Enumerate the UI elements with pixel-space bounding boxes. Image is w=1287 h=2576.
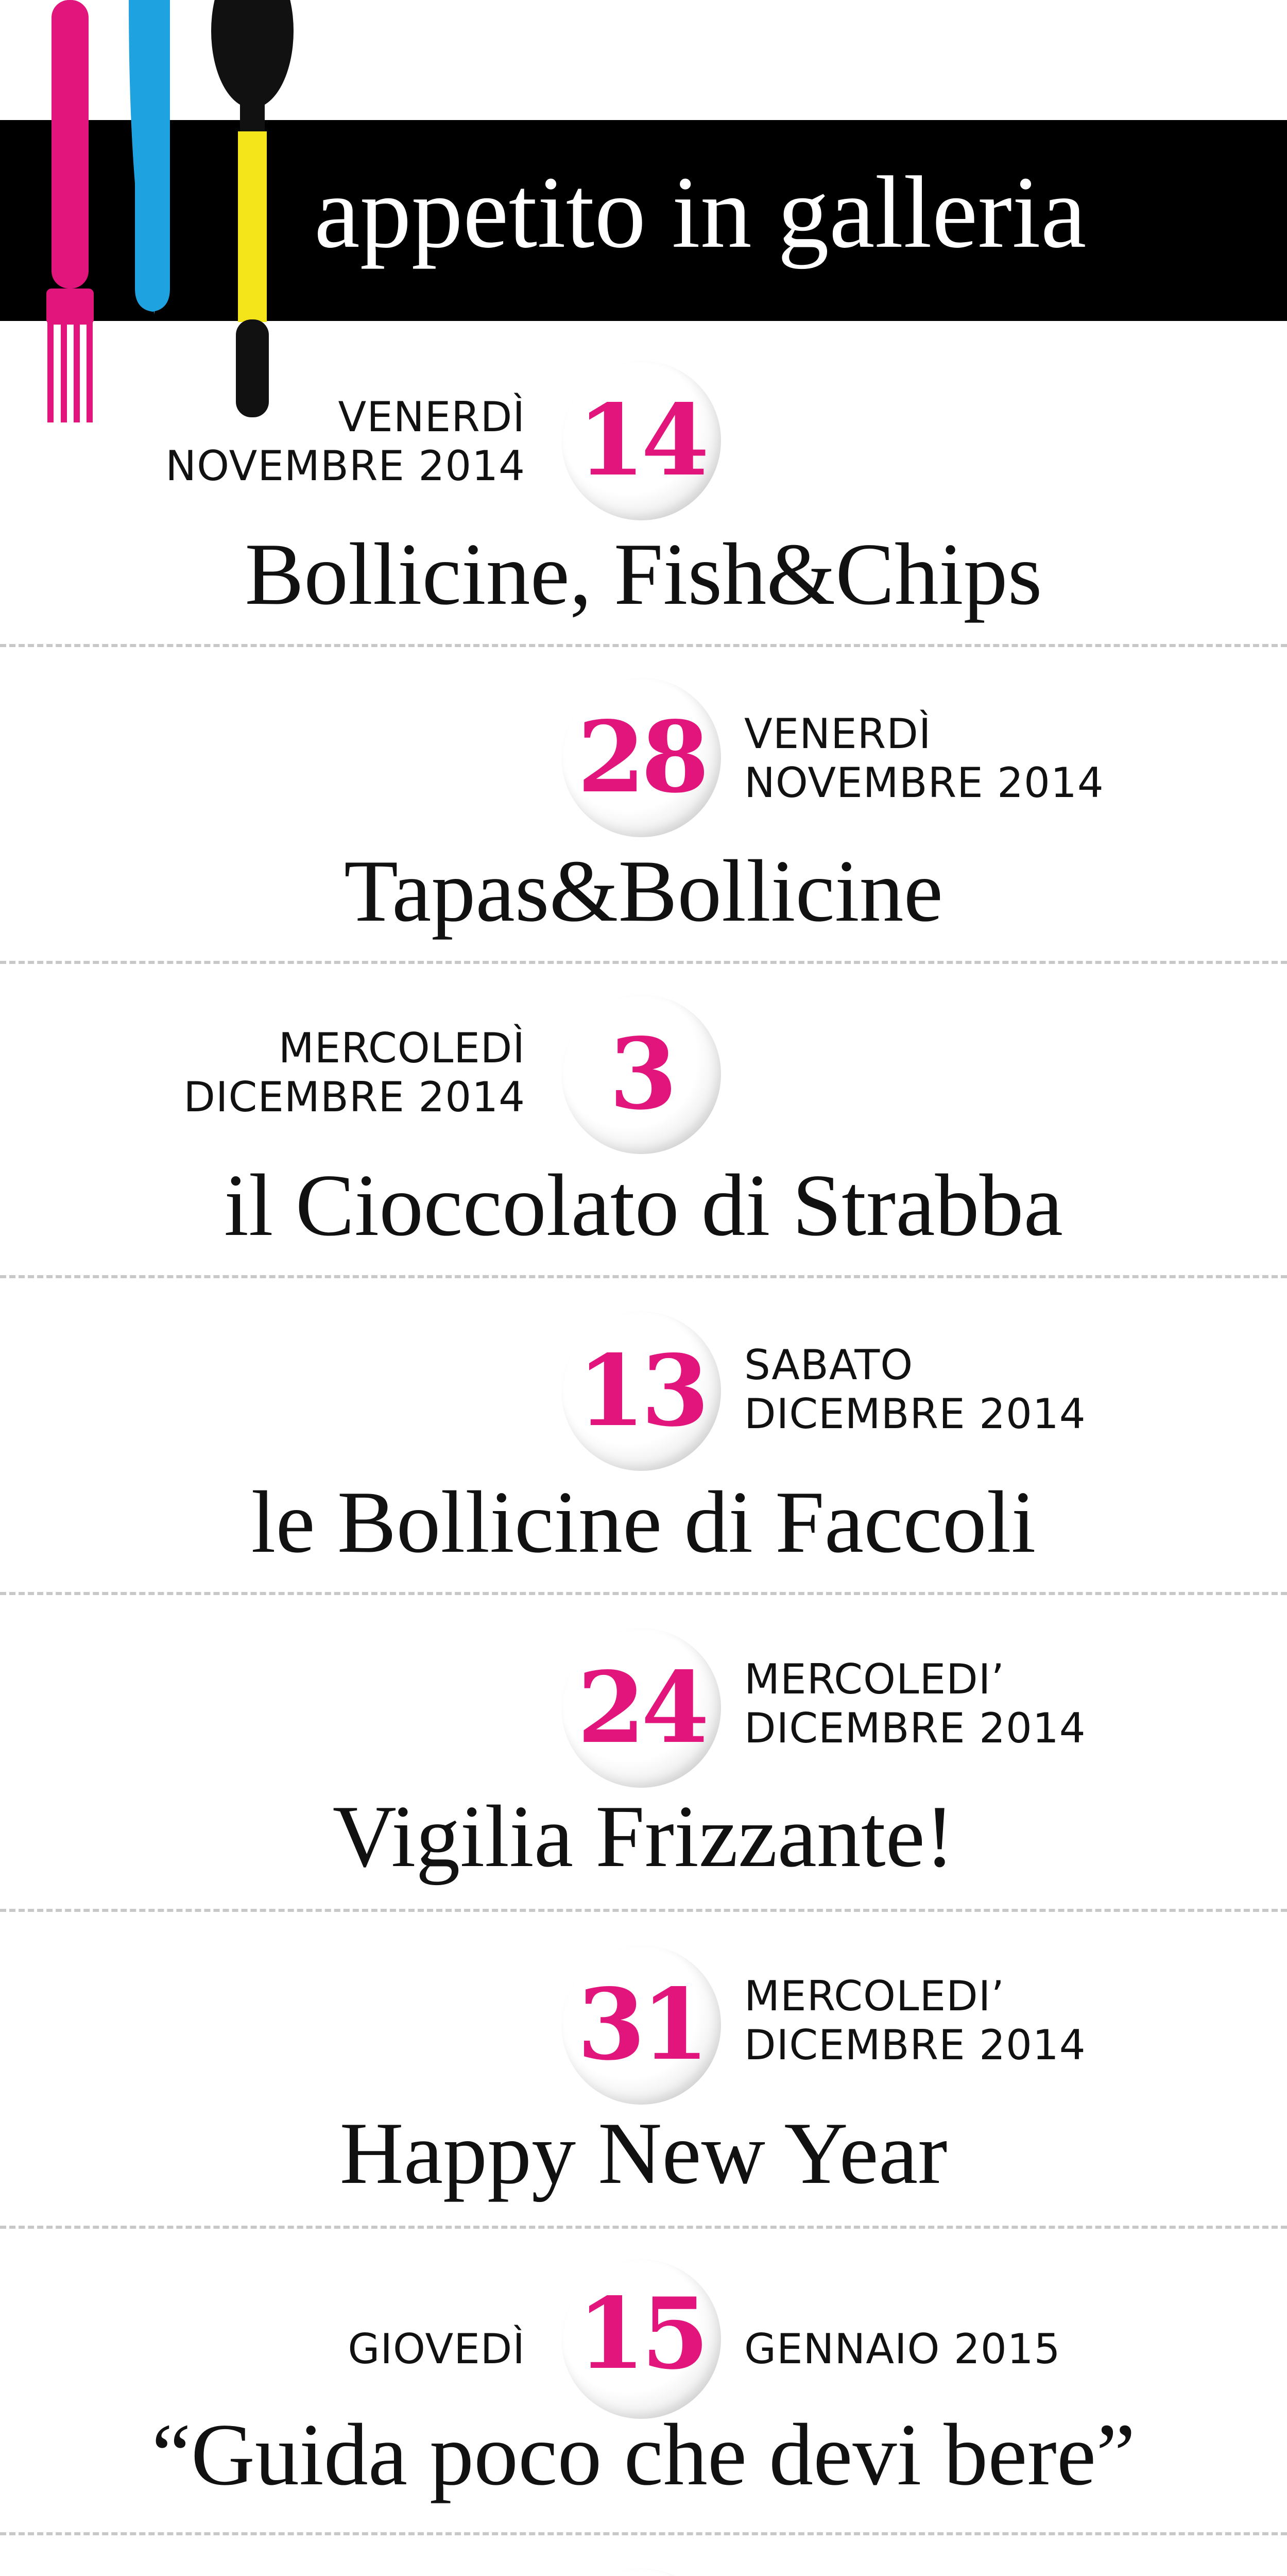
event-title: Vigilia Frizzante! [332,1788,955,1886]
spoon-icon [211,0,294,417]
event-month: GENNAIO 2015 [744,2325,1061,2373]
event-weekday: VENERDÌ [744,710,932,758]
event-title: Happy New Year [339,2105,948,2202]
event-month: DICEMBRE 2014 [744,2021,1086,2069]
cutlery-logo [0,0,361,428]
event-title: Bollicine, Fish&Chips [245,526,1042,623]
event-month: NOVEMBRE 2014 [165,442,525,490]
event-title: “Guida poco che devi bere” [151,2406,1136,2504]
event-month: DICEMBRE 2014 [744,1390,1086,1438]
divider [0,1275,1287,1278]
event-day: 14 [577,383,706,498]
divider [0,961,1287,964]
event-weekday: MERCOLEDI’ [744,1655,1005,1703]
event-weekday: MERCOLEDI’ [744,1972,1005,2020]
divider [0,1909,1287,1912]
event-weekday: GIOVEDÌ [348,2325,525,2373]
knife-icon [129,0,170,314]
event-weekday: VENERDÌ [338,393,525,441]
event-title: Tapas&Bollicine [344,842,943,940]
event-day: 15 [577,2276,706,2391]
event-weekday: SABATO [744,1341,914,1389]
event-title: il Cioccolato di Strabba [224,1157,1063,1255]
page-title: appetito in galleria [314,156,1087,269]
fork-icon [46,0,94,422]
event-day: 13 [577,1333,706,1448]
event-month: DICEMBRE 2014 [183,1073,525,1121]
divider [0,2532,1287,2535]
event-title: le Bollicine di Faccoli [251,1473,1036,1571]
divider [0,644,1287,647]
event-month: DICEMBRE 2014 [744,1704,1086,1752]
event-day: 31 [577,1967,706,2082]
event-month: NOVEMBRE 2014 [744,759,1104,807]
event-day: 28 [577,700,706,815]
event-day: 24 [577,1650,706,1765]
event-day: 3 [609,1016,674,1131]
divider [0,2226,1287,2229]
divider [0,1592,1287,1595]
event-weekday: MERCOLEDÌ [278,1024,525,1072]
